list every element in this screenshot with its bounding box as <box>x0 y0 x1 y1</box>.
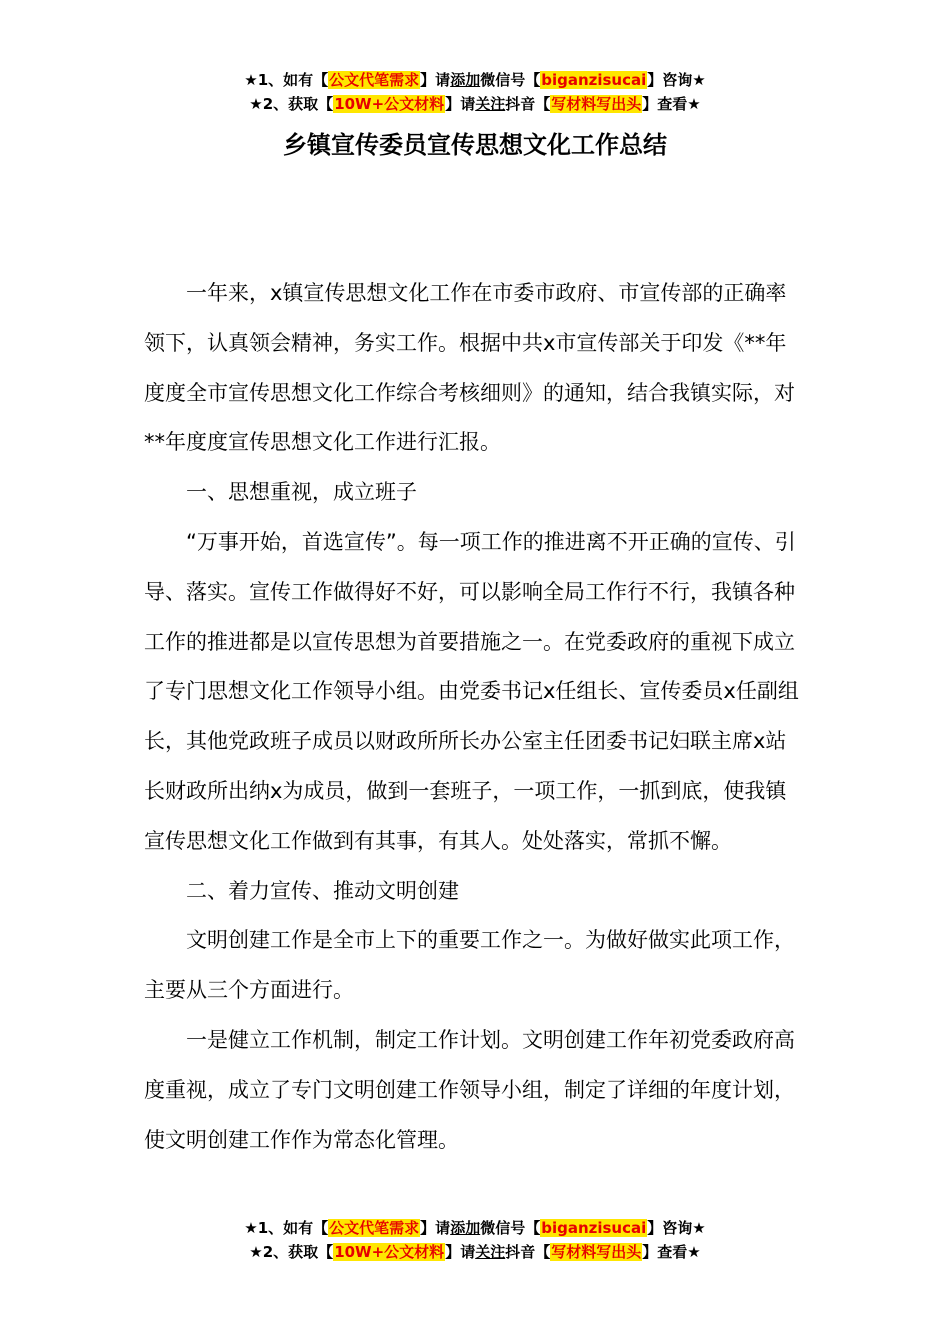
banner-underlined: 添加 <box>450 1219 481 1237</box>
section-heading: 一、思想重视，成立班子 <box>186 480 417 505</box>
paragraph: 一年来，x镇宣传思想文化工作在市委市政府、市宣传部的正确率领下，认真领会精神，务实工作。根据中共x市宣传部关于印发《**年度度全市宣传思想文化工作综合考核细则》的通知，结合我镇实际，对**年度度宣传思想文化工作进行汇报。 <box>144 281 795 455</box>
banner-text: 抖音【 <box>505 95 551 113</box>
banner-text: ★2、获取【 <box>249 95 334 113</box>
banner-text: 】请 <box>420 1219 451 1237</box>
highlight-ghostwriting: 公文代笔需求 <box>329 1219 420 1237</box>
bottom-banner <box>0 1216 950 1264</box>
banner-text: 微信号【 <box>480 71 541 89</box>
banner-text: 】查看★ <box>642 95 701 113</box>
banner-underlined: 关注 <box>475 95 506 113</box>
banner-text: 】请 <box>445 1243 476 1261</box>
banner-line-2 <box>0 1240 950 1264</box>
paragraph: 文明创建工作是全市上下的重要工作之一。为做好做实此项工作，主要从三个方面进行。 <box>144 928 795 1003</box>
banner-text: 】请 <box>420 71 451 89</box>
banner-underlined: 添加 <box>450 71 481 89</box>
highlight-ghostwriting: 公文代笔需求 <box>329 71 420 89</box>
banner-text: ★1、如有【 <box>244 1219 329 1237</box>
banner-line-1 <box>0 1216 950 1240</box>
banner-text: 】咨询★ <box>647 1219 706 1237</box>
highlight-wechat-id: biganzisucai <box>541 71 647 89</box>
highlight-materials: 10W+公文材料 <box>334 1243 445 1261</box>
highlight-douyin: 写材料写出头 <box>551 95 642 113</box>
banner-text: 微信号【 <box>480 1219 541 1237</box>
banner-line-2 <box>0 92 950 116</box>
banner-text: 】查看★ <box>642 1243 701 1261</box>
banner-text: ★2、获取【 <box>249 1243 334 1261</box>
banner-underlined: 关注 <box>475 1243 506 1261</box>
highlight-douyin: 写材料写出头 <box>551 1243 642 1261</box>
banner-text: ★1、如有【 <box>244 71 329 89</box>
document-body <box>144 269 804 1165</box>
banner-text: 】请 <box>445 95 476 113</box>
section-heading: 二、着力宣传、推动文明创建 <box>186 878 459 903</box>
highlight-wechat-id: biganzisucai <box>541 1219 647 1237</box>
banner-text: 】咨询★ <box>647 71 706 89</box>
banner-text: 抖音【 <box>505 1243 551 1261</box>
highlight-materials: 10W+公文材料 <box>334 95 445 113</box>
banner-line-1 <box>0 68 950 92</box>
document-title: 乡镇宣传委员宣传思想文化工作总结 <box>283 131 667 159</box>
top-banner <box>0 68 950 116</box>
paragraph: 一是健立工作机制，制定工作计划。文明创建工作年初党委政府高度重视，成立了专门文明创建工作领导小组，制定了详细的年度计划，使文明创建工作作为常态化管理。 <box>144 1027 795 1152</box>
paragraph: “万事开始，首选宣传”。每一项工作的推进离不开正确的宣传、引导、落实。宣传工作做得好不好，可以影响全局工作行不行，我镇各种工作的推进都是以宣传思想为首要措施之一。在党委政府的重视下成立了专门思想文化工作领导小组。由党委书记x任组长、宣传委员x任副组长，其他党政班子成员以财政所所长办公室主任团委书记妇联主席x站长财政所出纳x为成员，做到一套班子，一项工作，一抓到底，使我镇宣传思想文化工作做到有其事，有其人。处处落实，常抓不懈。 <box>144 529 799 853</box>
